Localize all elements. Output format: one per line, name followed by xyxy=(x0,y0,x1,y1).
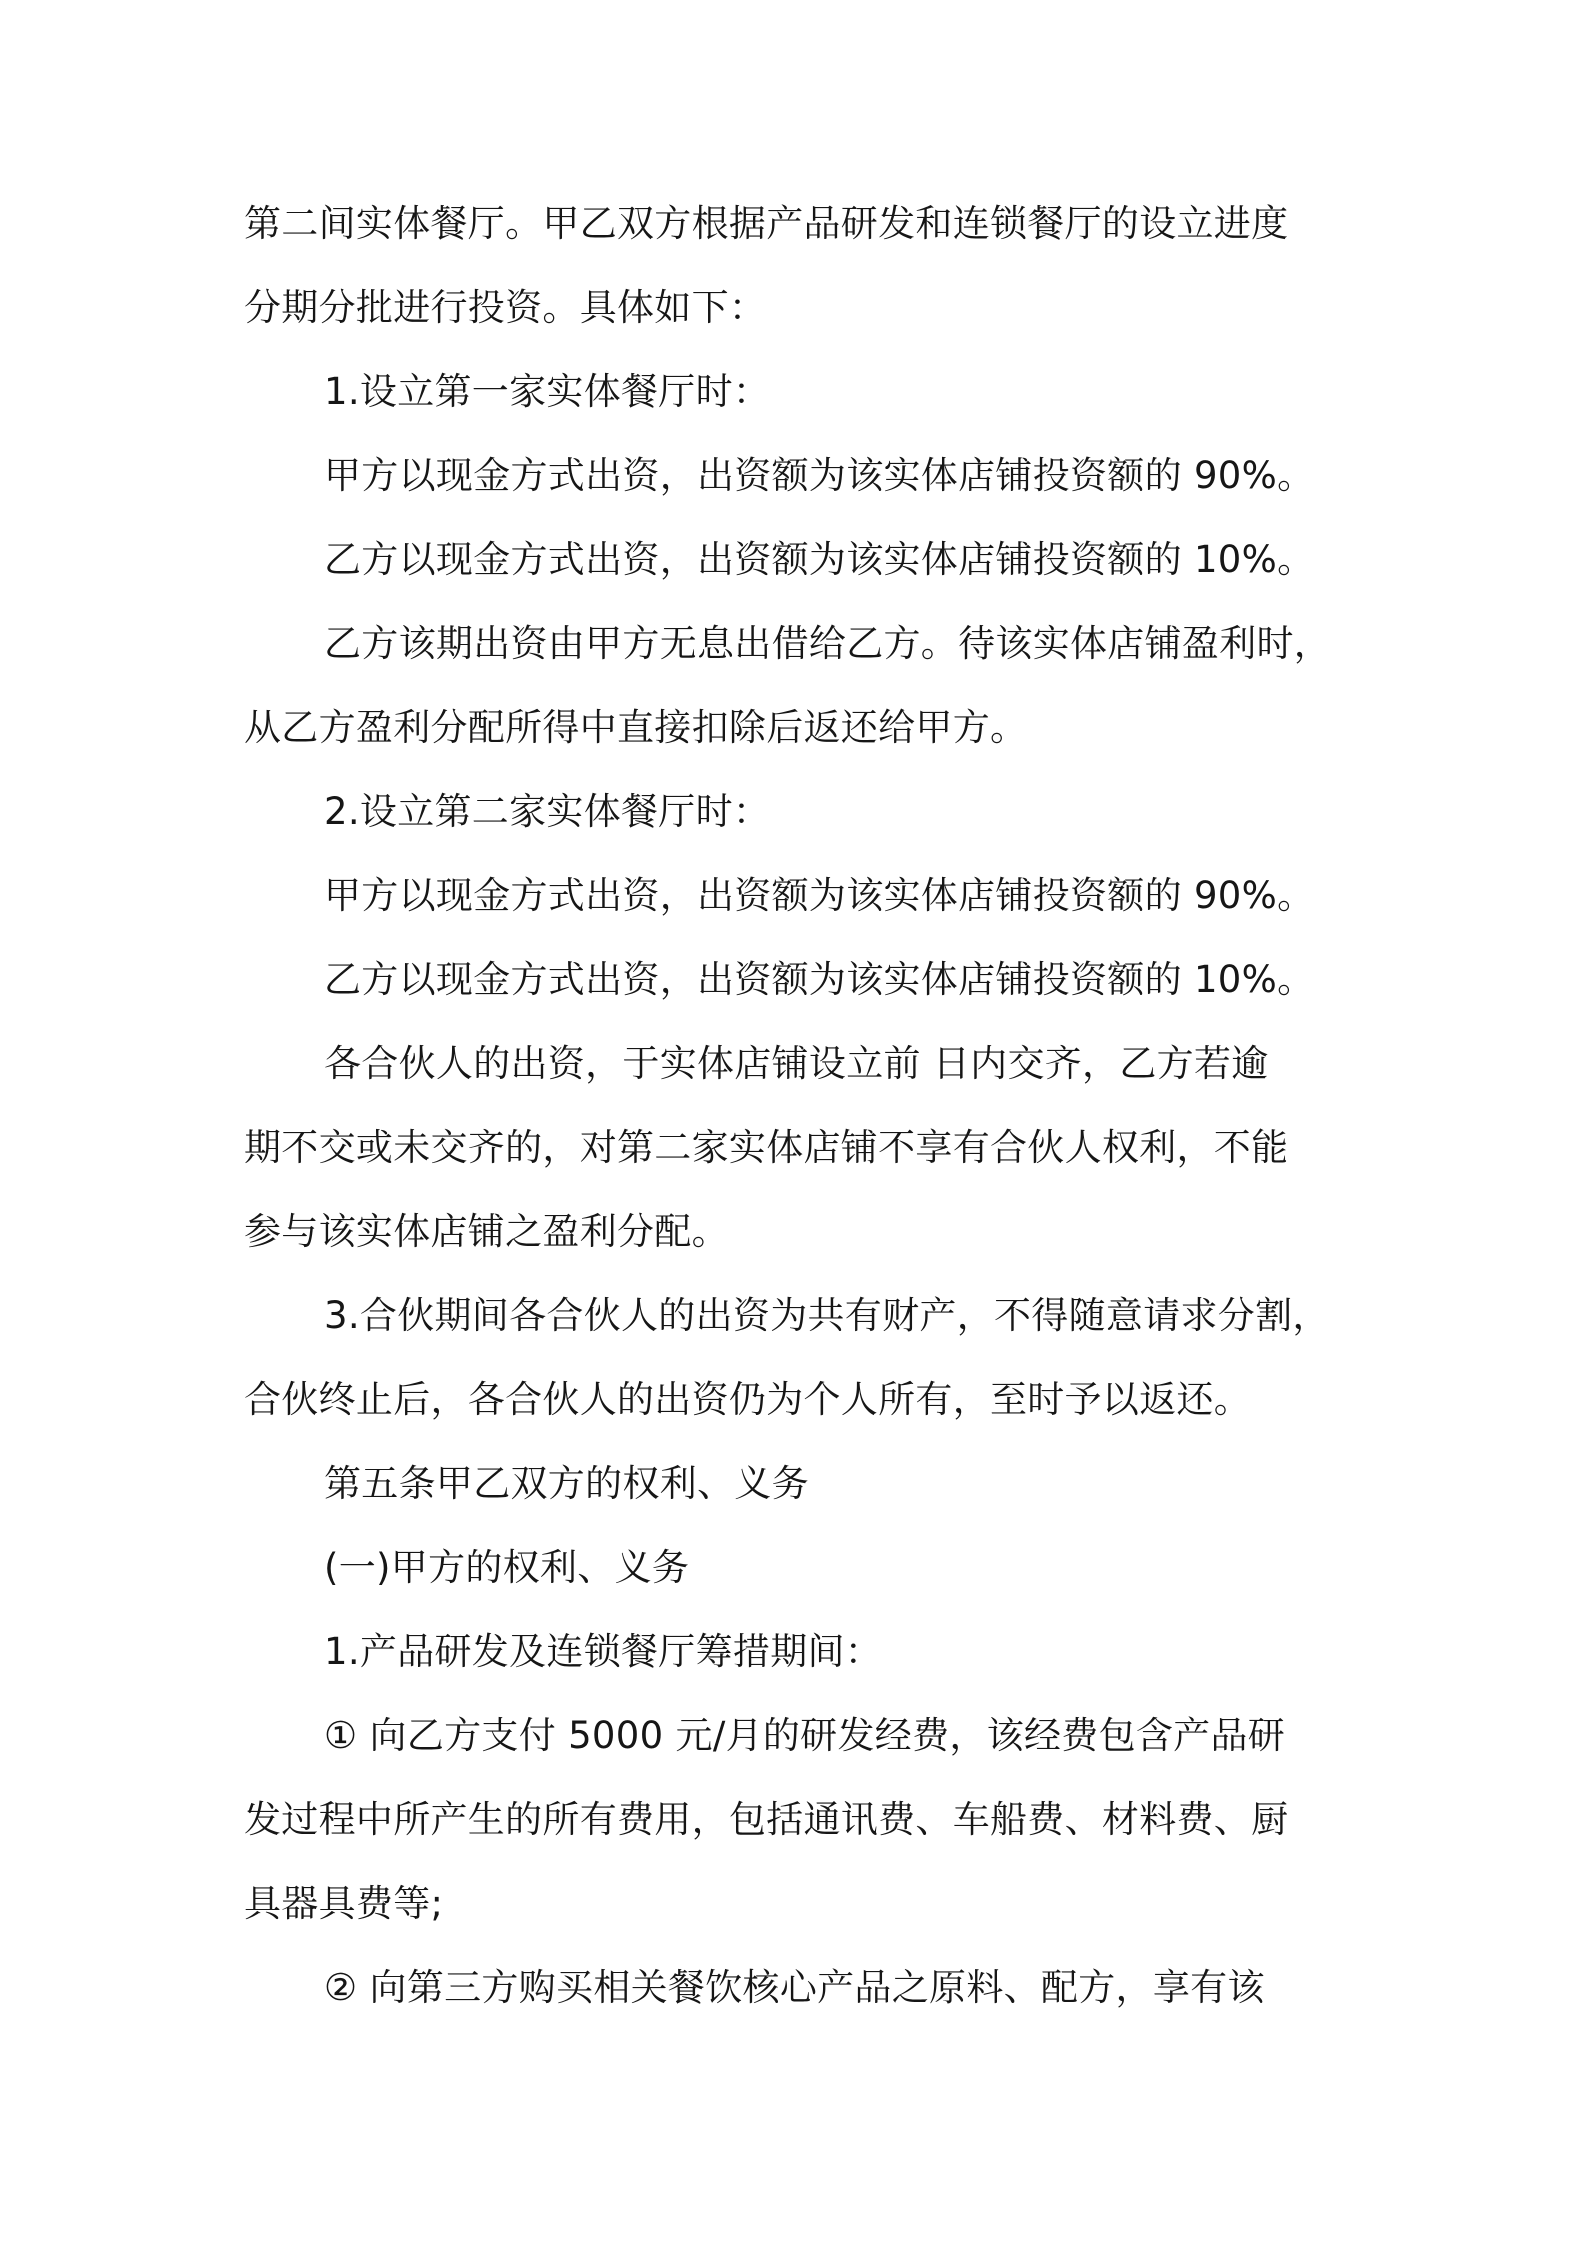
text-line: 1.设立第一家实体餐厅时： xyxy=(324,370,771,413)
text-line: 2.设立第二家实体餐厅时： xyxy=(324,790,771,833)
subsection-heading: (一)甲方的权利、义务 xyxy=(324,1546,690,1589)
text-line: ① 向乙方支付 5000 元/月的研发经费，该经费包含产品研 xyxy=(324,1714,1286,1757)
text-line: 第二间实体餐厅。甲乙双方根据产品研发和连锁餐厅的设立进度 xyxy=(244,202,1289,245)
text-line: 分期分批进行投资。具体如下： xyxy=(244,286,767,329)
text-line: 3.合伙期间各合伙人的出资为共有财产，不得随意请求分割， xyxy=(324,1294,1330,1337)
text-line: ② 向第三方购买相关餐饮核心产品之原料、配方，享有该 xyxy=(324,1966,1265,2009)
text-line: 参与该实体店铺之盈利分配。 xyxy=(244,1210,729,1253)
text-line: 期不交或未交齐的，对第二家实体店铺不享有合伙人权利，不能 xyxy=(244,1126,1289,1169)
text-line: 各合伙人的出资，于实体店铺设立前 日内交齐，乙方若逾 xyxy=(324,1042,1269,1085)
text-line: 乙方以现金方式出资，出资额为该实体店铺投资额的 10%。 xyxy=(324,958,1315,1001)
text-line: 1.产品研发及连锁餐厅筹措期间： xyxy=(324,1630,883,1673)
text-line: 甲方以现金方式出资，出资额为该实体店铺投资额的 90%。 xyxy=(324,874,1315,917)
text-line: 发过程中所产生的所有费用，包括通讯费、车船费、材料费、厨 xyxy=(244,1798,1289,1841)
text-line: 合伙终止后，各合伙人的出资仍为个人所有，至时予以返还。 xyxy=(244,1378,1252,1421)
section-heading: 第五条甲乙双方的权利、义务 xyxy=(324,1462,809,1505)
text-line: 乙方以现金方式出资，出资额为该实体店铺投资额的 10%。 xyxy=(324,538,1315,581)
text-line: 甲方以现金方式出资，出资额为该实体店铺投资额的 90%。 xyxy=(324,454,1315,497)
text-line: 具器具费等; xyxy=(244,1882,444,1925)
text-line: 乙方该期出资由甲方无息出借给乙方。待该实体店铺盈利时， xyxy=(324,622,1332,665)
text-line: 从乙方盈利分配所得中直接扣除后返还给甲方。 xyxy=(244,706,1028,749)
